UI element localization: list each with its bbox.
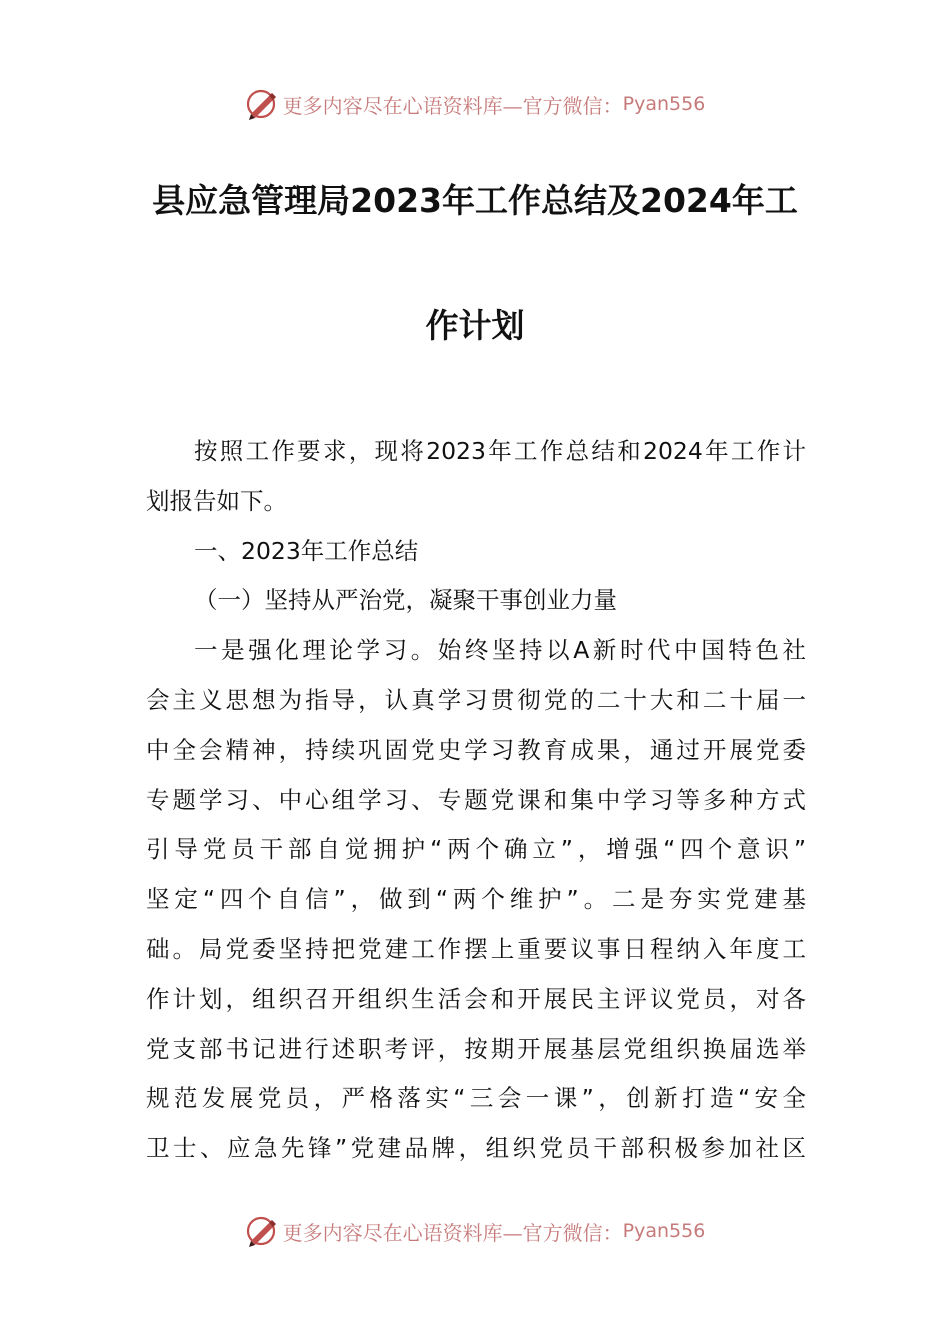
paragraph-line: 作计划，组织召开组织生活会和开展民主评议党员，对各 xyxy=(146,984,806,1013)
paragraph-line: 党支部书记进行述职考评，按期开展基层党组织换届选举 xyxy=(146,1034,806,1063)
paragraph-line: 础。局党委坚持把党建工作摆上重要议事日程纳入年度工 xyxy=(146,934,806,963)
paragraph-line: 中全会精神，持续巩固党史学习教育成果，通过开展党委 xyxy=(146,735,806,764)
intro-line-1: 按照工作要求，现将2023年工作总结和2024年工作计 xyxy=(194,437,806,465)
paragraph-line: 规范发展党员，严格落实“三会一课”，创新打造“安全 xyxy=(146,1084,806,1113)
paragraph-line: 引导党员干部自觉拥护“两个确立”，增强“四个意识” xyxy=(146,835,806,864)
pen-logo-icon xyxy=(245,87,279,121)
watermark-wechat-id: Pyan556 xyxy=(622,93,706,115)
subsection-heading-1: （一）坚持从严治党，凝聚干事创业力量 xyxy=(194,586,617,615)
document-body xyxy=(146,427,806,1174)
document-title-line-2: 作计划 xyxy=(425,306,525,345)
paragraph-line: 专题学习、中心组学习、专题党课和集中学习等多种方式 xyxy=(146,785,806,814)
paragraph-line: 坚定“四个自信”，做到“两个维护”。二是夯实党建基 xyxy=(146,885,806,914)
document-title-line-1: 县应急管理局2023年工作总结及2024年工 xyxy=(152,181,798,220)
watermark-wechat-id: Pyan556 xyxy=(622,1220,706,1242)
header-watermark xyxy=(0,84,950,124)
intro-line-2: 划报告如下。 xyxy=(146,486,287,515)
paragraph-line: 卫士、应急先锋”党建品牌，组织党员干部积极参加社区 xyxy=(146,1134,806,1163)
paragraph-line: 会主义思想为指导，认真学习贯彻党的二十大和二十届一 xyxy=(146,685,806,714)
pen-logo-icon xyxy=(245,1214,279,1248)
paragraph-line: 一是强化理论学习。始终坚持以A新时代中国特色社 xyxy=(194,636,806,665)
section-heading-1: 一、2023年工作总结 xyxy=(194,536,419,565)
watermark-text: 更多内容尽在心语资料库—官方微信： xyxy=(282,93,623,118)
watermark-text: 更多内容尽在心语资料库—官方微信： xyxy=(282,1220,623,1245)
footer-watermark xyxy=(0,1211,950,1251)
